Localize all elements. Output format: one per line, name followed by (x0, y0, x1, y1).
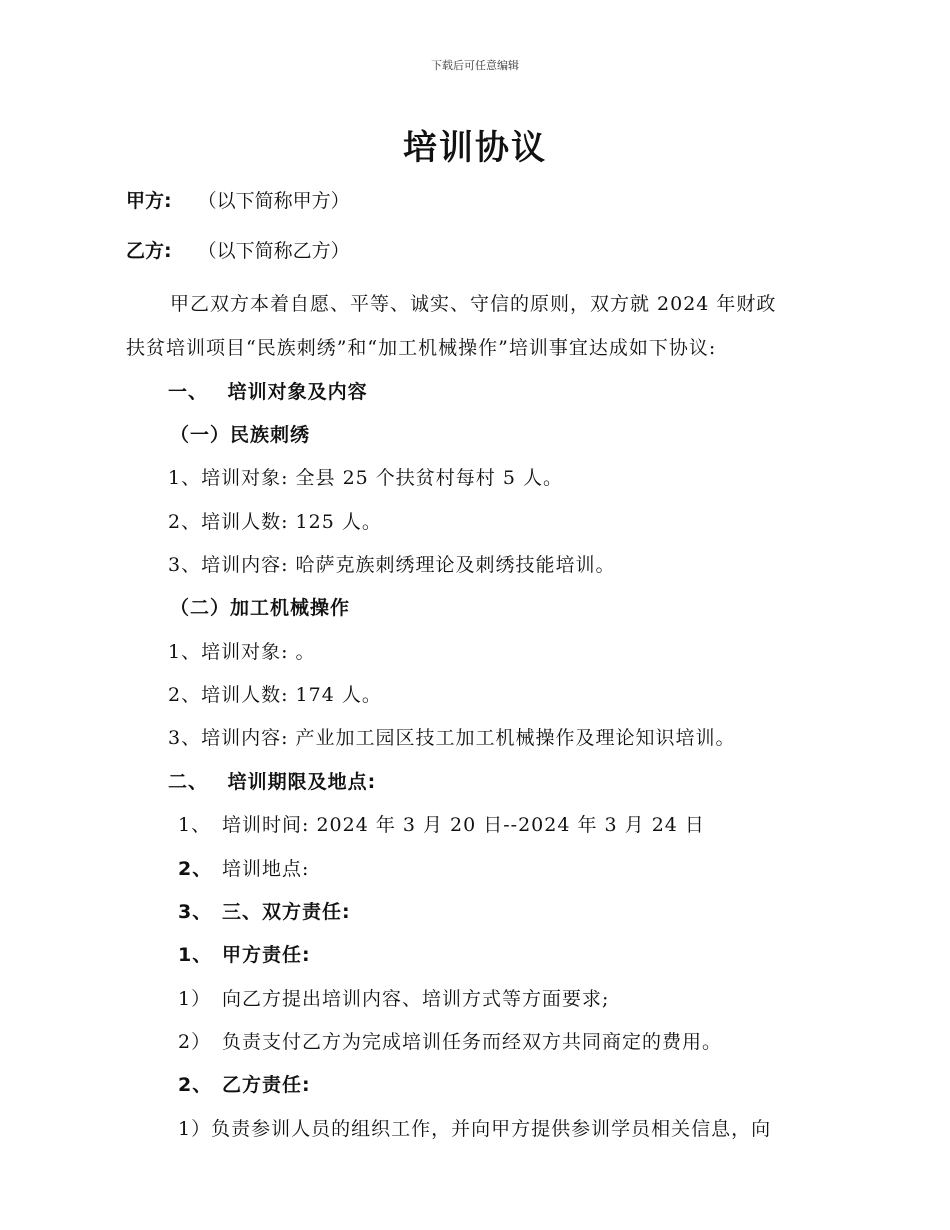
document-title: 培训协议 (403, 128, 547, 168)
party-a-duty-2 (178, 1027, 723, 1054)
sub2-item-3: 3、培训内容: 产业加工园区技工加工机械操作及理论知识培训。 (168, 727, 736, 749)
section1-title: 培训对象及内容 (227, 381, 368, 403)
page-header: 下载后可任意编辑 (431, 59, 519, 72)
subsection2-title: （二）加工机械操作 (170, 597, 351, 619)
subsection1-title: （一）民族刺绣 (170, 424, 311, 446)
sub2-item-2: 2、培训人数: 174 人。 (168, 684, 382, 706)
party-b-duty-1: 1）负责参训人员的组织工作，并向甲方提供参训学员相关信息，向 (178, 1118, 772, 1140)
section2-item-2-text: 培训地点: (222, 858, 310, 880)
party-b-duties-title: 乙方责任: (222, 1074, 311, 1096)
section2-item-3 (178, 897, 351, 924)
party-a-duty-1-number: 1） (178, 988, 212, 1010)
section2-item-2 (178, 854, 310, 881)
party-b-line (126, 236, 350, 263)
party-a-duty-1-text: 向乙方提出培训内容、培训方式等方面要求; (222, 988, 610, 1010)
section2-heading (168, 767, 376, 794)
section1-heading (168, 377, 368, 404)
party-b-label: 乙方: (126, 240, 172, 262)
party-b-note: （以下简称乙方） (197, 240, 350, 262)
sub1-item-1: 1、培训对象: 全县 25 个扶贫村每村 5 人。 (168, 467, 563, 489)
section2-number: 二、 (168, 771, 209, 793)
section1-number: 一、 (168, 381, 209, 403)
section2-title: 培训期限及地点: (227, 771, 377, 793)
party-a-line (126, 186, 350, 213)
intro-line-1: 甲乙双方本着自愿、平等、诚实、守信的原则，双方就 2024 年财政 (170, 293, 777, 315)
section2-item-1-number: 1、 (178, 814, 212, 836)
party-b-duties-heading (178, 1070, 311, 1097)
party-a-duty-2-text: 负责支付乙方为完成培训任务而经双方共同商定的费用。 (222, 1031, 723, 1053)
intro-line-2: 扶贫培训项目“民族刺绣”和“加工机械操作”培训事宜达成如下协议: (126, 337, 717, 359)
sub2-item-1: 1、培训对象: 。 (168, 641, 316, 663)
party-a-duty-1 (178, 984, 610, 1011)
section2-item-2-number: 2、 (178, 858, 213, 880)
sub1-item-2: 2、培训人数: 125 人。 (168, 511, 382, 533)
section2-item-3-number: 3、 (178, 901, 213, 923)
party-a-note: （以下简称甲方） (197, 190, 350, 212)
section2-item-1-text: 培训时间: 2024 年 3 月 20 日--2024 年 3 月 24 日 (222, 814, 705, 836)
party-a-duties-number: 1、 (178, 944, 213, 966)
section2-item-3-text: 三、双方责任: (222, 901, 351, 923)
party-a-duties-title: 甲方责任: (222, 944, 311, 966)
party-a-duty-2-number: 2） (178, 1031, 212, 1053)
party-a-label: 甲方: (126, 190, 172, 212)
party-b-duties-number: 2、 (178, 1074, 213, 1096)
party-a-duties-heading (178, 940, 311, 967)
sub1-item-3: 3、培训内容: 哈萨克族刺绣理论及刺绣技能培训。 (168, 554, 616, 576)
section2-item-1 (178, 810, 705, 837)
